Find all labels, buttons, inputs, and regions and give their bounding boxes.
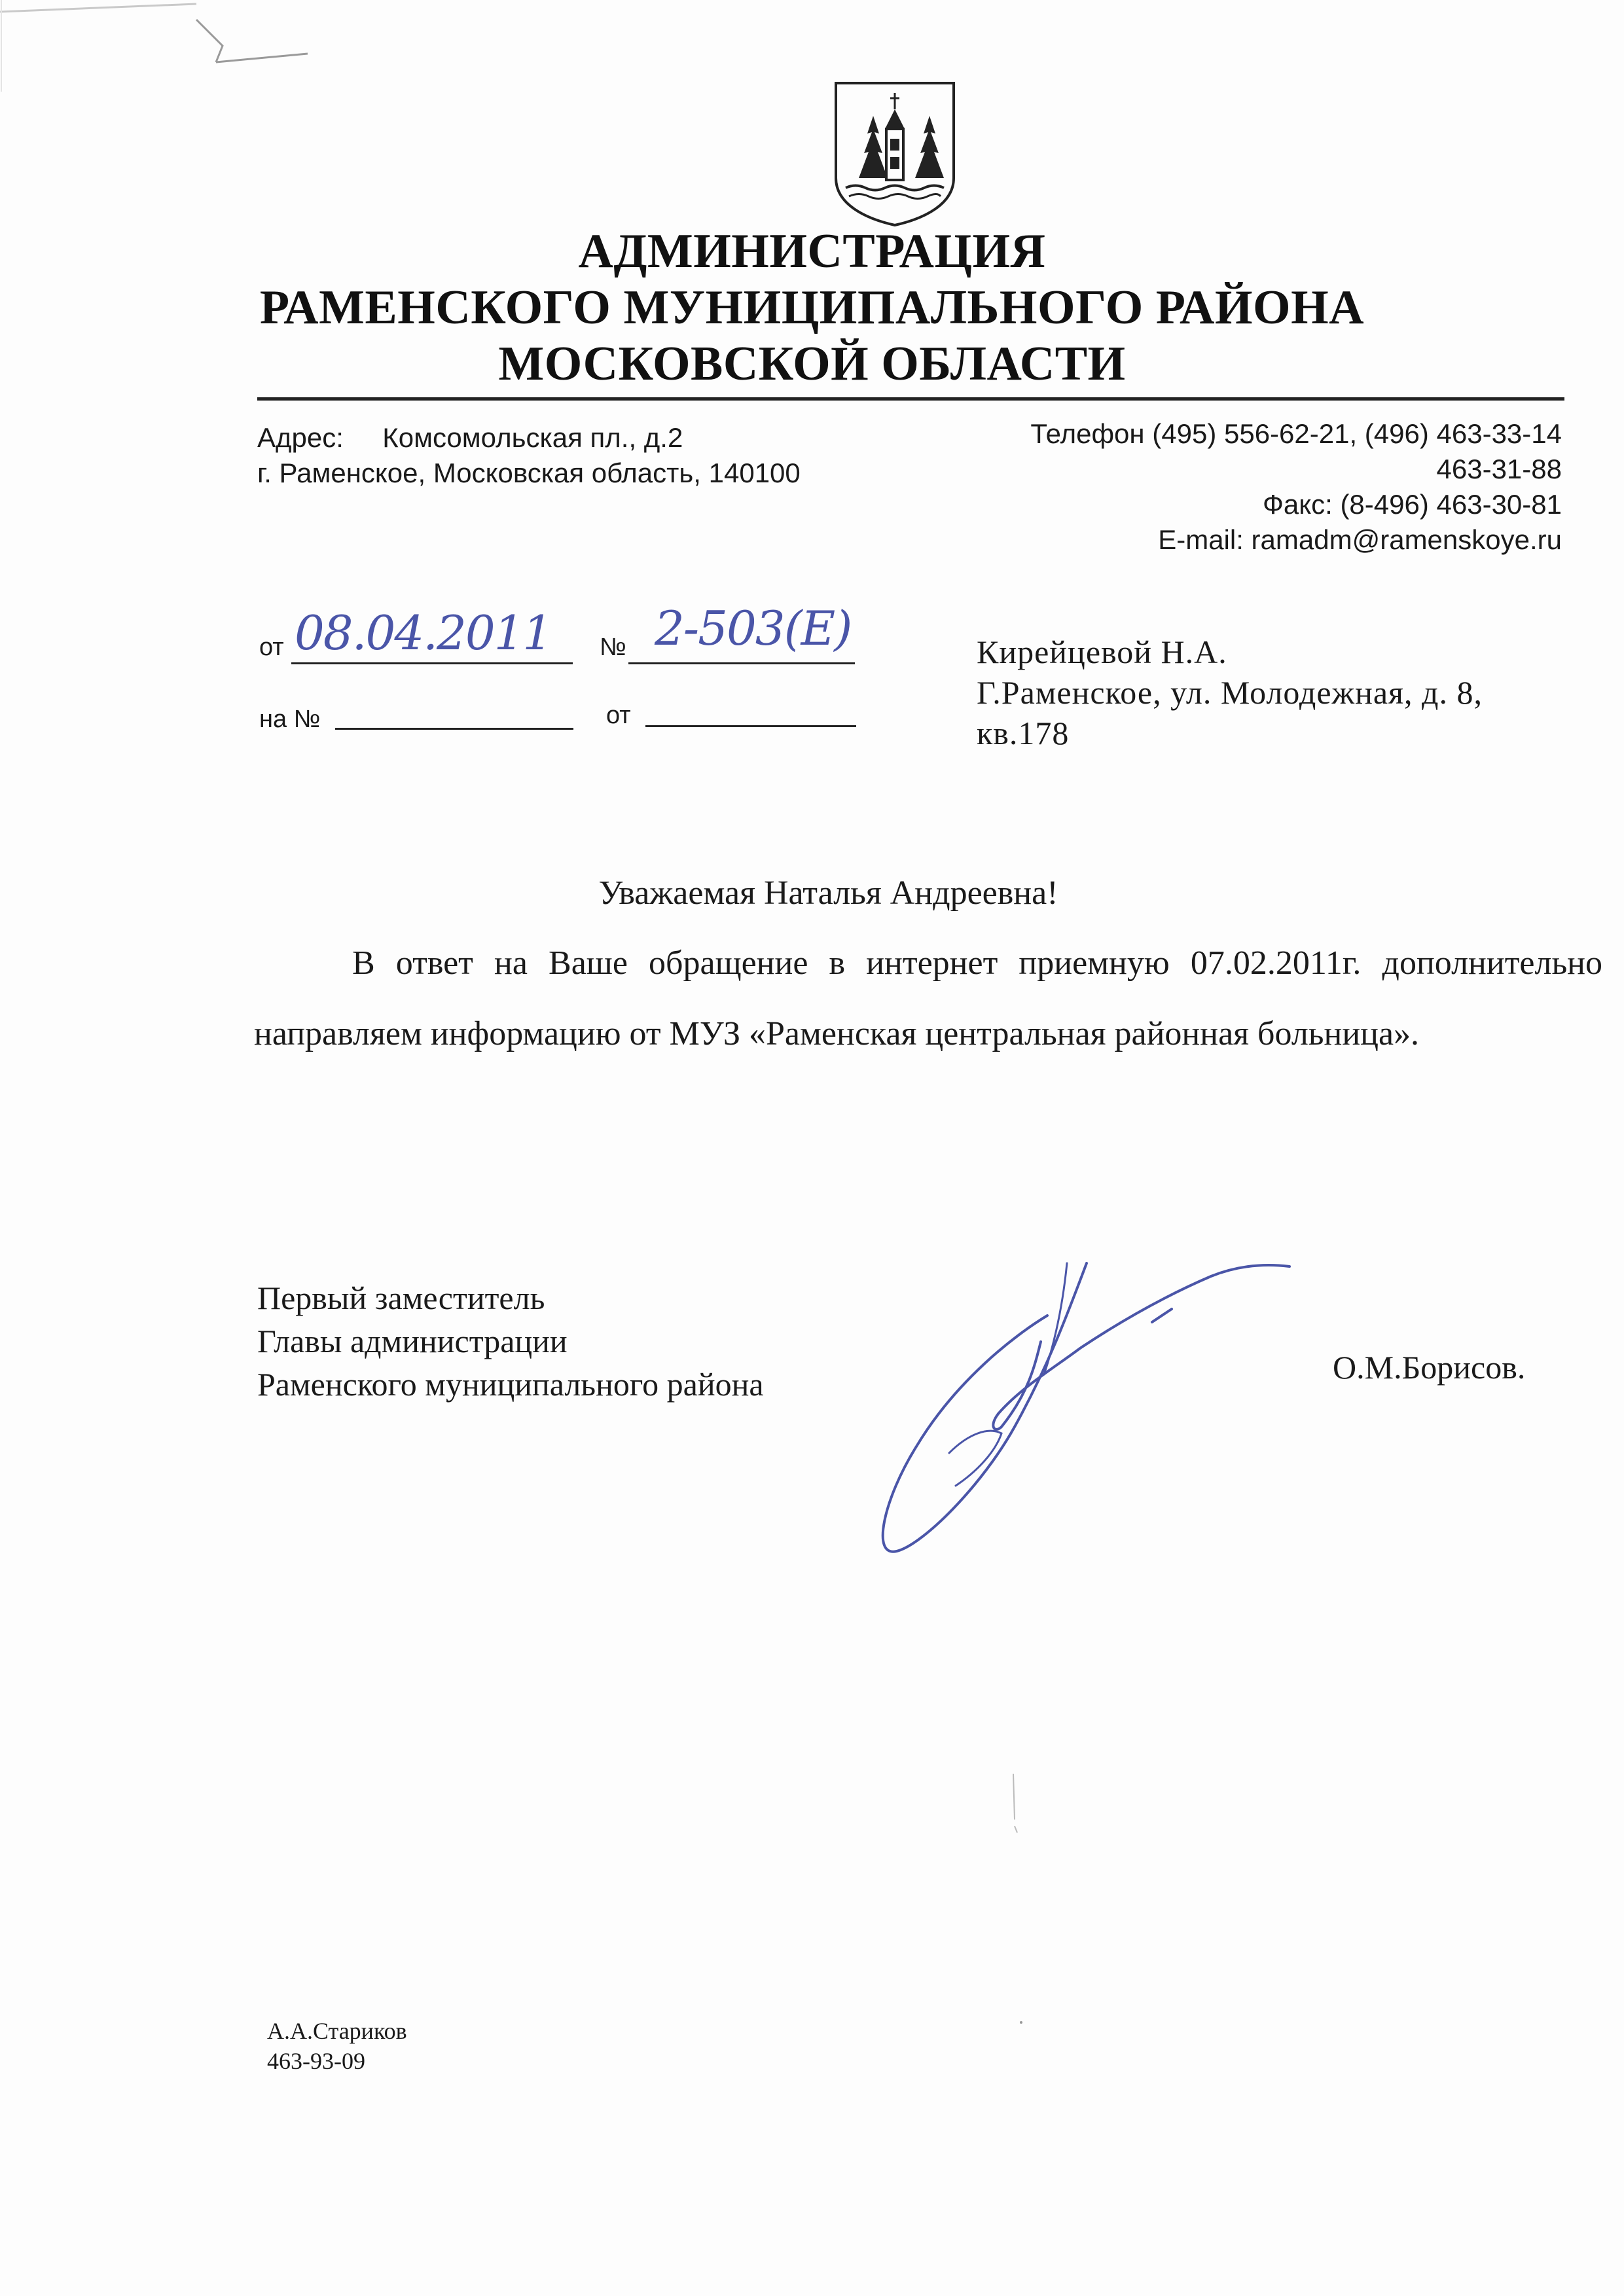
address-block bbox=[257, 420, 912, 491]
executor-phone: 463-93-09 bbox=[267, 2048, 365, 2074]
contacts-block bbox=[910, 416, 1562, 558]
executor-block bbox=[267, 2016, 407, 2076]
greeting: Уважаемая Наталья Андреевна! bbox=[598, 874, 1058, 912]
address-line-2: г. Раменское, Московская область, 140100 bbox=[257, 457, 801, 488]
outgoing-number-label: № bbox=[600, 634, 626, 661]
org-title-line-2: РАМЕНСКОГО МУНИЦИПАЛЬНОГО РАЙОНА bbox=[259, 281, 1365, 334]
phone-line: Телефон (495) 556-62-21, (496) 463-33-14 bbox=[1030, 418, 1562, 449]
recipient-name: Кирейцевой Н.А. bbox=[977, 634, 1227, 670]
address-line-1 bbox=[257, 420, 912, 456]
signer-name: О.М.Борисов. bbox=[1333, 1349, 1526, 1386]
fax-line: Факс: (8-496) 463-30-81 bbox=[1262, 489, 1562, 520]
incoming-number-label: на № bbox=[259, 706, 321, 733]
outgoing-number-handwritten: 2-503(Е) bbox=[655, 601, 852, 656]
executor-name: А.А.Стариков bbox=[267, 2018, 407, 2044]
recipient-address-line-1: Г.Раменское, ул. Молодежная, д. 8, bbox=[977, 674, 1483, 711]
incoming-date-label: от bbox=[606, 702, 631, 729]
org-title-line-1: АДМИНИСТРАЦИЯ bbox=[578, 224, 1046, 278]
letter-body: В ответ на Ваше обращение в интернет приемную 07.02.2011г. дополнительно направляем информацию от МУЗ «Раменская центральная районная больница». bbox=[254, 944, 1602, 1052]
scan-artifact bbox=[1008, 1767, 1028, 2029]
header-divider bbox=[257, 397, 1564, 401]
incoming-number-underline bbox=[335, 728, 573, 730]
handwritten-signature bbox=[871, 1237, 1394, 1577]
org-title-line-3: МОСКОВСКОЙ ОБЛАСТИ bbox=[498, 337, 1126, 391]
signatory-position bbox=[257, 1276, 912, 1406]
address-street: Комсомольская пл., д.2 bbox=[382, 422, 683, 453]
phone-extra-line: 463-31-88 bbox=[1436, 454, 1562, 484]
recipient-address-line-2: кв.178 bbox=[977, 715, 1070, 751]
coat-of-arms-emblem bbox=[833, 80, 957, 228]
outgoing-date-handwritten: 08.04.2011 bbox=[295, 605, 552, 660]
signatory-position-line-3: Раменского муниципального района bbox=[257, 1366, 764, 1403]
outgoing-date-underline bbox=[291, 662, 573, 664]
address-label: Адрес: bbox=[257, 422, 344, 453]
outgoing-number-underline bbox=[628, 662, 855, 664]
scan-artifact bbox=[0, 0, 393, 92]
signatory-position-line-1: Первый заместитель bbox=[257, 1280, 545, 1316]
email-line: E-mail: ramadm@ramenskoye.ru bbox=[1158, 524, 1562, 555]
recipient-block bbox=[977, 632, 1566, 753]
incoming-date-underline bbox=[645, 725, 856, 727]
signatory-position-line-2: Главы администрации bbox=[257, 1323, 568, 1359]
outgoing-date-label: от bbox=[259, 634, 284, 661]
